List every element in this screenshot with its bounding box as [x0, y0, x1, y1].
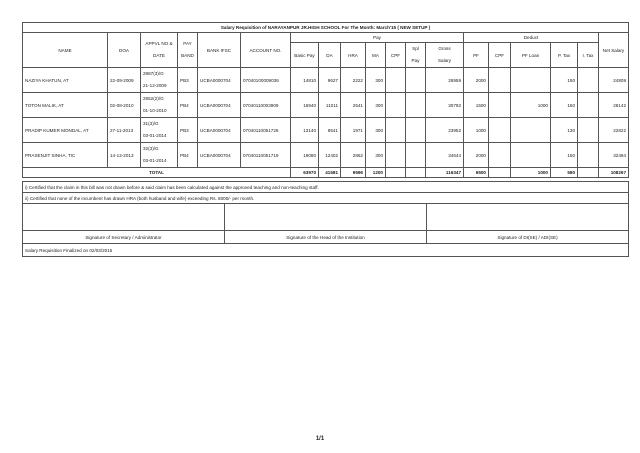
- col-cpf: CPF: [386, 43, 406, 68]
- cell-dcpf: [489, 118, 511, 143]
- cell-basic: 16940: [291, 93, 319, 118]
- cell-ma: 300: [366, 68, 386, 93]
- cell-dcpf: [489, 143, 511, 168]
- col-gross: Gross Salary: [426, 43, 464, 68]
- cell-ifsc: UCBA0000704: [198, 118, 241, 143]
- cell-account: 07040110051726: [241, 118, 291, 143]
- col-basic: Basic Pay: [291, 43, 319, 68]
- total-ptax: 580: [551, 168, 578, 178]
- cell-da: 12402: [319, 143, 341, 168]
- total-pf: 6500: [464, 168, 489, 178]
- total-ma: 1200: [366, 168, 386, 178]
- cell-doa: 22-09-2009: [108, 68, 141, 93]
- signature-space-1: [23, 204, 225, 231]
- cell-itax: [578, 68, 599, 93]
- cell-pf: 2000: [464, 143, 489, 168]
- cell-ifsc: UCBA0000704: [198, 93, 241, 118]
- cell-appvl: 2852(2)/G 01-10-2010: [141, 93, 178, 118]
- col-net: Net Salary: [599, 33, 629, 68]
- cell-hra: 2222: [341, 68, 366, 93]
- col-hra: HRA: [341, 43, 366, 68]
- total-spl: [406, 168, 426, 178]
- certificate-1: i) Certified that the claim in this bill was not drawn before & said claim has been calculated against the approved teaching and non-teaching staff.: [23, 182, 629, 193]
- cell-name: TOTON MALIK, AT: [23, 93, 108, 118]
- total-pfloan: 1000: [511, 168, 551, 178]
- cell-account: 07040100009036: [241, 68, 291, 93]
- cell-cpf: [386, 68, 406, 93]
- cell-doa: 14-12-2013: [108, 143, 141, 168]
- finalized-note: Salary Requisition Finalized on 02/03/2015: [23, 244, 629, 257]
- certificate-2: ii) Certified that none of the incumbent has drawn HRA (both husband and wife) exceeding Rs. 8000/- per month.: [23, 193, 629, 204]
- col-ptax: P. Tax: [551, 43, 578, 68]
- total-gross: 116347: [426, 168, 464, 178]
- cell-name: NAZIYA KHATUN, AT: [23, 68, 108, 93]
- pay-group: Pay: [291, 33, 464, 43]
- col-name: NAME: [23, 33, 108, 68]
- total-dcpf: [489, 168, 511, 178]
- col-appvl: APPVL NO & DATE: [141, 33, 178, 68]
- cell-net: 24809: [599, 68, 629, 93]
- table-row: [23, 143, 629, 168]
- table-row: [23, 68, 629, 93]
- table-row: [23, 93, 629, 118]
- col-ma: MA: [366, 43, 386, 68]
- cell-band: PB4: [178, 93, 198, 118]
- col-bank-ifsc: BANK IFSC: [198, 33, 241, 68]
- cell-basic: 13140: [291, 118, 319, 143]
- cell-ifsc: UCBA0000704: [198, 143, 241, 168]
- cell-spl: [406, 68, 426, 93]
- signature-space-3: [427, 204, 629, 231]
- total-itax: [578, 168, 599, 178]
- col-spl-pay: Spl Pay: [406, 43, 426, 68]
- col-da: DA: [319, 43, 341, 68]
- page-title: Salary Requisition of NARAYANPUR JR.HIGH SCHOOL For The Month: March'15 ( NEW SETUP ): [23, 23, 629, 33]
- cell-spl: [406, 118, 426, 143]
- cell-ptax: 150: [551, 68, 578, 93]
- cell-pfloan: [511, 68, 551, 93]
- cell-doa: 27-11-2013: [108, 118, 141, 143]
- cell-spl: [406, 143, 426, 168]
- cell-pfloan: 1000: [511, 93, 551, 118]
- cell-hra: 2541: [341, 93, 366, 118]
- cell-appvl: 32(3)/G 03-01-2014: [141, 143, 178, 168]
- col-account: ACCOUNT NO.: [241, 33, 291, 68]
- cell-gross: 23952: [426, 118, 464, 143]
- cell-pf: 1000: [464, 118, 489, 143]
- cell-appvl: 31(3)/G 03-01-2014: [141, 118, 178, 143]
- cell-cpf: [386, 93, 406, 118]
- cell-name: PRADIP KUMER MONDAL, AT: [23, 118, 108, 143]
- col-pf-loan: PF Loan: [511, 43, 551, 68]
- cell-basic: 19080: [291, 143, 319, 168]
- total-cpf: [386, 168, 406, 178]
- cell-band: PB3: [178, 118, 198, 143]
- cell-spl: [406, 93, 426, 118]
- cell-ifsc: UCBA0000704: [198, 68, 241, 93]
- total-hra: 9596: [341, 168, 366, 178]
- total-net: 108267: [599, 168, 629, 178]
- certification-table: [22, 181, 629, 257]
- cell-band: PB4: [178, 143, 198, 168]
- cell-name: PRASENJIT SINHA, TIC: [23, 143, 108, 168]
- cell-itax: [578, 143, 599, 168]
- cell-doa: 02-08-2010: [108, 93, 141, 118]
- cell-da: 11011: [319, 93, 341, 118]
- cell-account: 07040110051719: [241, 143, 291, 168]
- cell-account: 07040110003909: [241, 93, 291, 118]
- total-label: TOTAL: [23, 168, 291, 178]
- total-basic: 63970: [291, 168, 319, 178]
- deduct-group: Deduct: [464, 33, 599, 43]
- cell-dcpf: [489, 68, 511, 93]
- cell-cpf: [386, 143, 406, 168]
- col-pay-band: PAY BAND: [178, 33, 198, 68]
- cell-net: 22822: [599, 118, 629, 143]
- cell-itax: [578, 118, 599, 143]
- cell-ma: 300: [366, 118, 386, 143]
- cell-appvl: 2987(3)/G 21-12-2009: [141, 68, 178, 93]
- cell-pfloan: [511, 143, 551, 168]
- cell-ptax: 130: [551, 118, 578, 143]
- page-number: 1/1: [315, 436, 325, 442]
- cell-gross: 26959: [426, 68, 464, 93]
- cell-hra: 2862: [341, 143, 366, 168]
- cell-pf: 1500: [464, 93, 489, 118]
- cell-dcpf: [489, 93, 511, 118]
- col-pf: PF: [464, 43, 489, 68]
- signature-head: Signature of the Head of the Institution: [225, 231, 427, 244]
- col-doa: DOA: [108, 33, 141, 68]
- cell-net: 32494: [599, 143, 629, 168]
- cell-ptax: 150: [551, 93, 578, 118]
- cell-itax: [578, 93, 599, 118]
- cell-pfloan: [511, 118, 551, 143]
- cell-ma: 300: [366, 143, 386, 168]
- cell-gross: 34644: [426, 143, 464, 168]
- signature-secretary: Signature of Secretary / Administrator: [23, 231, 225, 244]
- signature-space-2: [225, 204, 427, 231]
- cell-pf: 2000: [464, 68, 489, 93]
- cell-net: 28142: [599, 93, 629, 118]
- salary-table: [22, 22, 629, 178]
- cell-basic: 14810: [291, 68, 319, 93]
- col-deduct-cpf: CPF: [489, 43, 511, 68]
- cell-ma: 300: [366, 93, 386, 118]
- cell-gross: 30792: [426, 93, 464, 118]
- cell-cpf: [386, 118, 406, 143]
- cell-da: 9627: [319, 68, 341, 93]
- cell-hra: 1971: [341, 118, 366, 143]
- cell-da: 8541: [319, 118, 341, 143]
- col-itax: I. Tax: [578, 43, 599, 68]
- cell-ptax: 150: [551, 143, 578, 168]
- total-da: 41581: [319, 168, 341, 178]
- cell-band: PB3: [178, 68, 198, 93]
- signature-di: Signature of DI(SE) / ADI(SE): [427, 231, 629, 244]
- table-row: [23, 118, 629, 143]
